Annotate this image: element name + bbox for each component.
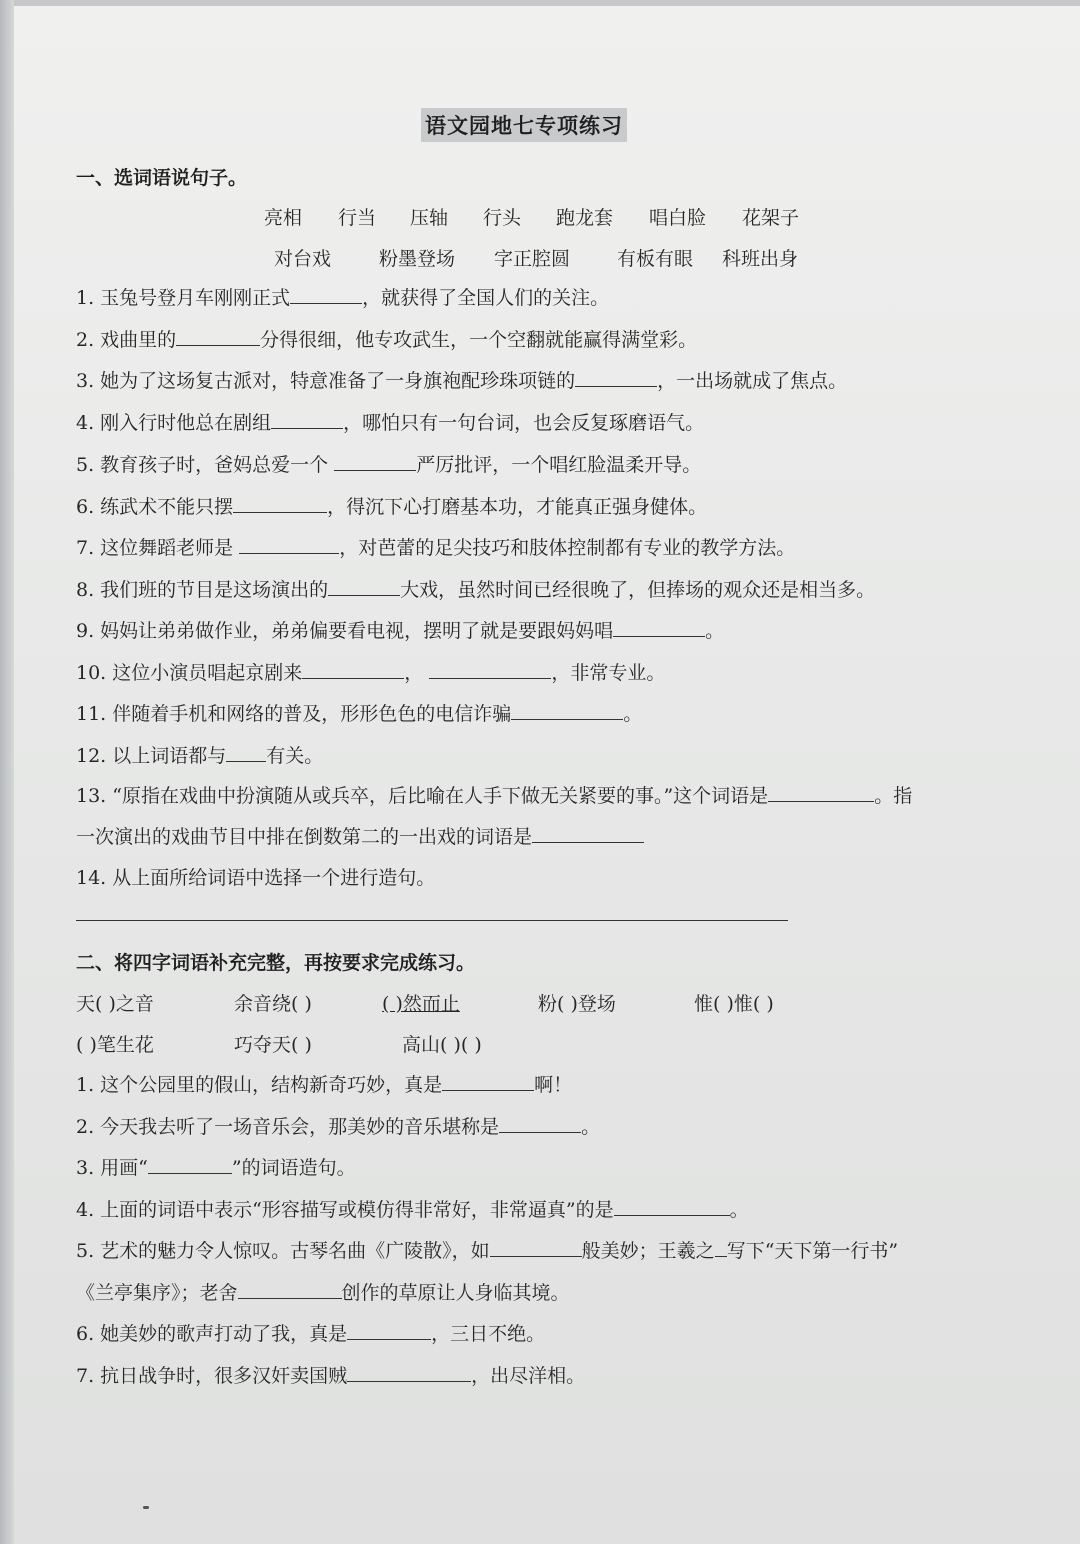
question-2-6: 6. 她美妙的歌声打动了我，真是 ，三日不绝。 [76,1323,546,1345]
idiom-fill-item[interactable]: 巧夺天( ) [234,1034,312,1056]
word-bank-item: 行头 [483,207,522,229]
question-1-8: 8. 我们班的节目是这场演出的 大戏，虽然时间已经很晚了，但捧场的观众还是相当多。 [76,579,876,601]
section1-heading: 一、选词语说句子。 [76,167,248,189]
question-1-12: 12. 以上词语都与 有关。 [76,745,324,767]
idiom-fill-item[interactable]: 粉( )登场 [538,993,616,1015]
question-1-6: 6. 练武术不能只摆 ，得沉下心打磨基本功，才能真正强身健体。 [76,496,708,518]
question-1-9: 9. 妈妈让弟弟做作业，弟弟偏要看电视，摆明了就是要跟妈妈唱 。 [76,620,725,642]
answer-blank[interactable] [768,783,874,802]
question-1-7: 7. 这位舞蹈老师是 ，对芭蕾的足尖技巧和肢体控制都有专业的教学方法。 [76,537,796,559]
page-title: 语文园地七专项练习 [421,108,627,142]
answer-blank[interactable] [442,1072,534,1091]
question-1-3: 3. 她为了这场复古派对，特意准备了一身旗袍配珍珠项链的 ，一出场就成了焦点。 [76,370,848,392]
section2-heading: 二、将四字词语补充完整，再按要求完成练习。 [76,952,476,974]
question-2-7: 7. 抗日战争时，很多汉奸卖国贼 ，出尽洋相。 [76,1365,586,1387]
question-1-5: 5. 教育孩子时，爸妈总爱一个 严厉批评，一个唱红脸温柔开导。 [76,454,702,476]
answer-blank[interactable] [532,824,644,843]
answer-blank[interactable] [715,1238,727,1257]
idiom-fill-item[interactable]: 高山( )( ) [402,1034,482,1056]
word-bank-item: 亮相 [264,207,303,229]
word-bank-item: 跑龙套 [556,207,614,229]
question-1-14: 14. 从上面所给词语中选择一个进行造句。 [76,867,436,889]
question-1-10: 10. 这位小演员唱起京剧来 ， ，非常专业。 [76,662,666,684]
answer-blank[interactable] [226,743,266,762]
answer-blank[interactable] [238,1280,342,1299]
answer-blank[interactable] [302,660,404,679]
word-bank-item: 行当 [338,207,377,229]
question-1-13: 13. “原指在戏曲中扮演随从或兵卒，后比喻在人手下做无关紧要的事。”这个词语是 。指 [76,785,913,807]
word-bank-item: 花架子 [742,207,800,229]
answer-blank[interactable] [239,535,339,554]
paper-speck [143,1506,149,1509]
sentence-answer-line[interactable] [76,920,788,921]
paper-top-edge [0,0,1080,6]
word-bank-item: 有板有眼 [617,248,694,270]
answer-blank[interactable] [499,1114,581,1133]
question-2-3: 3. 用画“ ”的词语造句。 [76,1157,356,1179]
word-bank-item: 唱白脸 [649,207,707,229]
question-1-13-line2: 一次演出的戏曲节目中排在倒数第二的一出戏的词语是 [76,824,644,849]
answer-blank[interactable] [490,1238,582,1257]
idiom-fill-item[interactable]: 惟( )惟( ) [694,993,774,1015]
idiom-fill-item[interactable]: 天( )之音 [76,993,154,1015]
answer-blank[interactable] [429,660,551,679]
answer-blank[interactable] [613,618,705,637]
answer-blank[interactable] [347,1363,471,1382]
question-2-1: 1. 这个公园里的假山，结构新奇巧妙，真是 啊！ [76,1074,573,1096]
answer-blank[interactable] [347,1321,431,1340]
question-2-5: 5. 艺术的魅力令人惊叹。古琴名曲《广陵散》，如 般美妙；王羲之 写下“天下第一行书” [76,1240,899,1262]
idiom-fill-item[interactable]: ( )笔生花 [76,1034,154,1056]
paper-left-edge [0,0,14,1544]
question-1-2: 2. 戏曲里的 分得很细，他专攻武生，一个空翻就能赢得满堂彩。 [76,329,698,351]
word-bank-item: 压轴 [410,207,449,229]
word-bank-item: 字正腔圆 [494,248,571,270]
answer-blank[interactable] [148,1155,232,1174]
answer-blank[interactable] [511,701,623,720]
word-bank-item: 对台戏 [274,248,332,270]
question-1-11: 11. 伴随着手机和网络的普及，形形色色的电信诈骗 。 [76,703,643,725]
question-2-4: 4. 上面的词语中表示“形容描写或模仿得非常好，非常逼真”的是 。 [76,1199,749,1221]
answer-blank[interactable] [575,368,657,387]
question-2-2: 2. 今天我去听了一场音乐会，那美妙的音乐堪称是 。 [76,1116,601,1138]
answer-blank[interactable] [290,285,362,304]
answer-blank[interactable] [176,327,260,346]
idiom-fill-item[interactable]: ( )然而止 [382,993,460,1015]
answer-blank[interactable] [271,410,343,429]
answer-blank[interactable] [233,494,327,513]
question-1-4: 4. 刚入行时他总在剧组 ，哪怕只有一句台词，也会反复琢磨语气。 [76,412,705,434]
idiom-fill-item[interactable]: 余音绕( ) [234,993,312,1015]
answer-blank[interactable] [328,577,400,596]
answer-blank[interactable] [614,1197,730,1216]
word-bank-item: 粉墨登场 [379,248,456,270]
question-1-1: 1. 玉兔号登月车刚刚正式 ，就获得了全国人们的关注。 [76,287,610,309]
question-2-5-line2: 《兰亭集序》；老舍 创作的草原让人身临其境。 [76,1282,570,1304]
answer-blank[interactable] [334,452,416,471]
word-bank-item: 科班出身 [722,248,799,270]
